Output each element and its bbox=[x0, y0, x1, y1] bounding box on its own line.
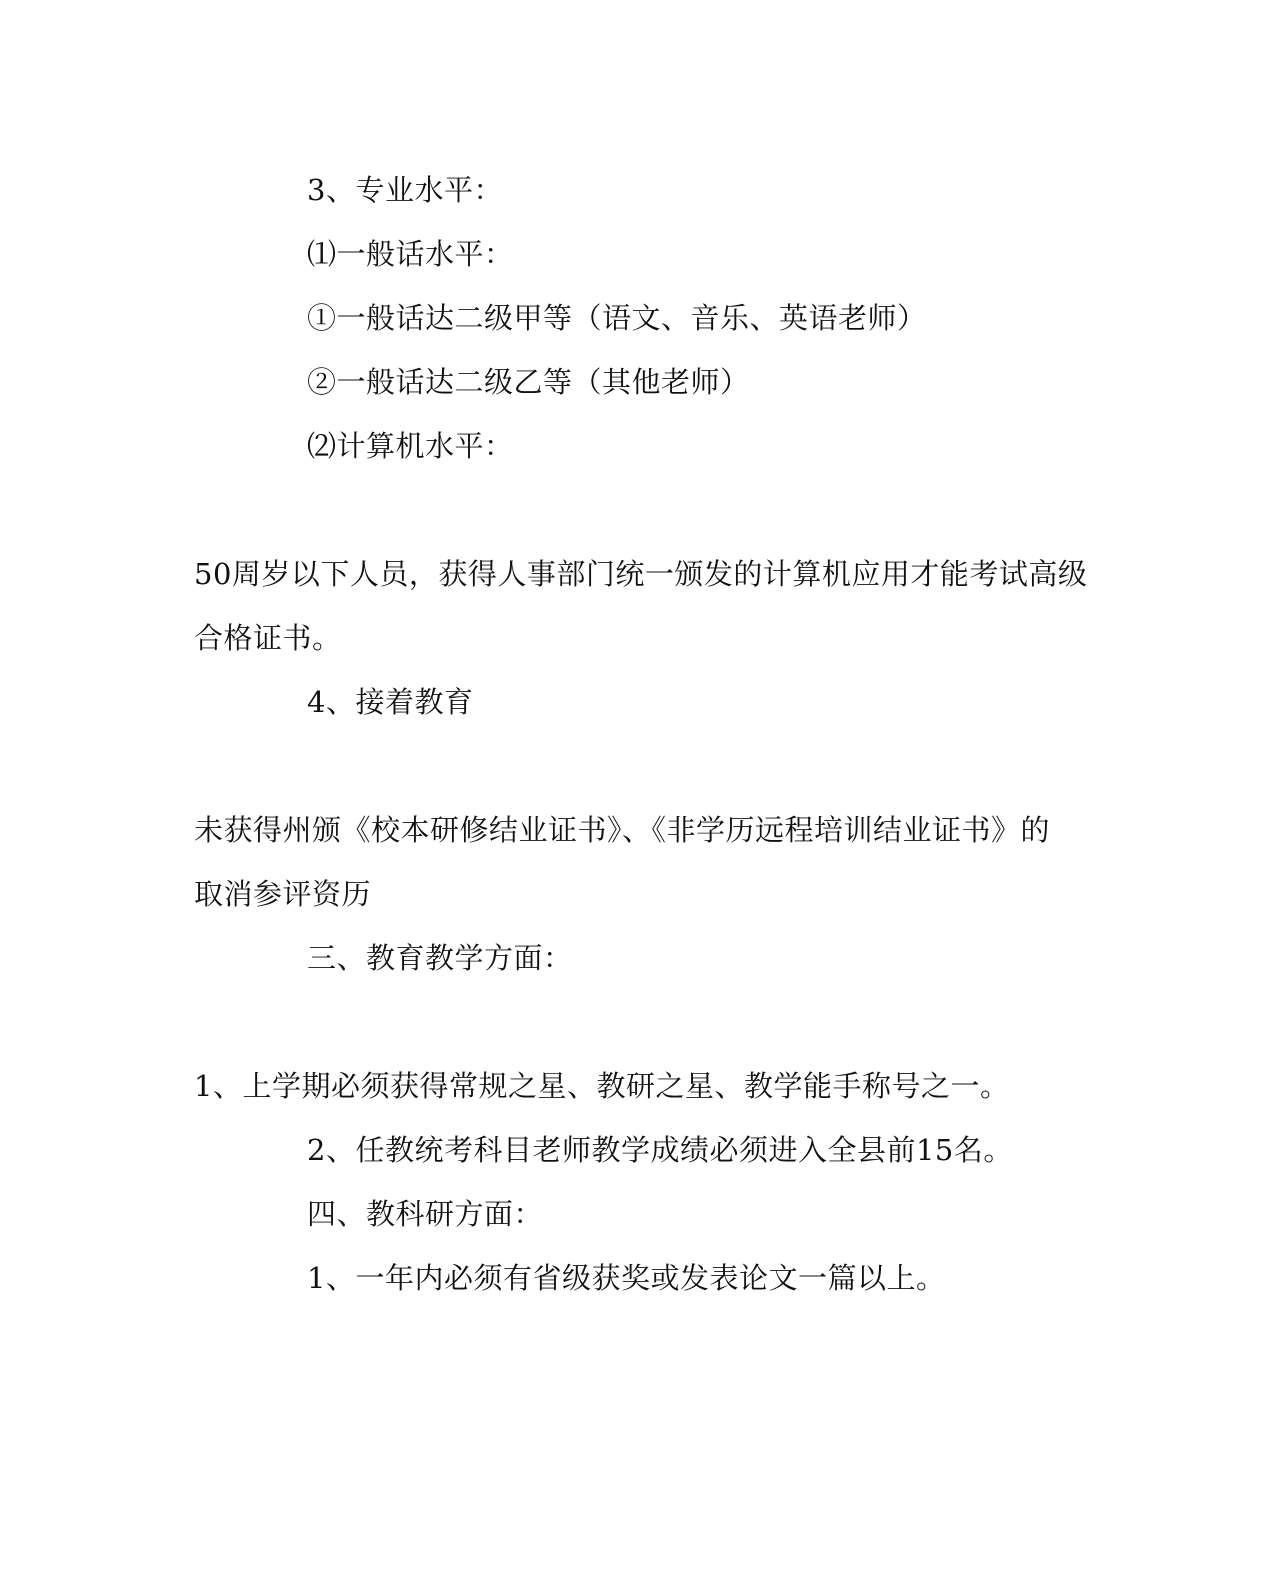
paragraph-certificate-requirement-cont: 取消参评资历 bbox=[194, 877, 372, 911]
list-item-mandarin-grade-b: ②一般话达二级乙等（其他老师） bbox=[307, 365, 750, 399]
section-heading-research: 四、教科研方面： bbox=[307, 1197, 544, 1231]
subheading-computer-level: ⑵计算机水平： bbox=[307, 429, 514, 463]
list-item-teaching-score: 2、任教统考科目老师教学成绩必须进入全县前15名。 bbox=[307, 1133, 1013, 1167]
list-item-mandarin-grade-a: ①一般话达二级甲等（语文、音乐、英语老师） bbox=[307, 301, 927, 335]
section-heading-professional-level: 3、专业水平： bbox=[307, 173, 503, 207]
paragraph-certificate-requirement: 未获得州颁《校本研修结业证书》、《非学历远程培训结业证书》的 bbox=[194, 813, 1051, 847]
subheading-mandarin-level: ⑴一般话水平： bbox=[307, 237, 514, 271]
paragraph-computer-requirement: 50周岁以下人员，获得人事部门统一颁发的计算机应用才能考试高级 bbox=[194, 557, 1088, 591]
section-heading-continuing-education: 4、接着教育 bbox=[307, 685, 474, 719]
paragraph-computer-requirement-cont: 合格证书。 bbox=[194, 621, 342, 655]
list-item-teaching-star: 1、上学期必须获得常规之星、教研之星、教学能手称号之一。 bbox=[194, 1069, 1010, 1103]
section-heading-teaching: 三、教育教学方面： bbox=[307, 941, 573, 975]
list-item-research-paper: 1、一年内必须有省级获奖或发表论文一篇以上。 bbox=[307, 1261, 946, 1295]
